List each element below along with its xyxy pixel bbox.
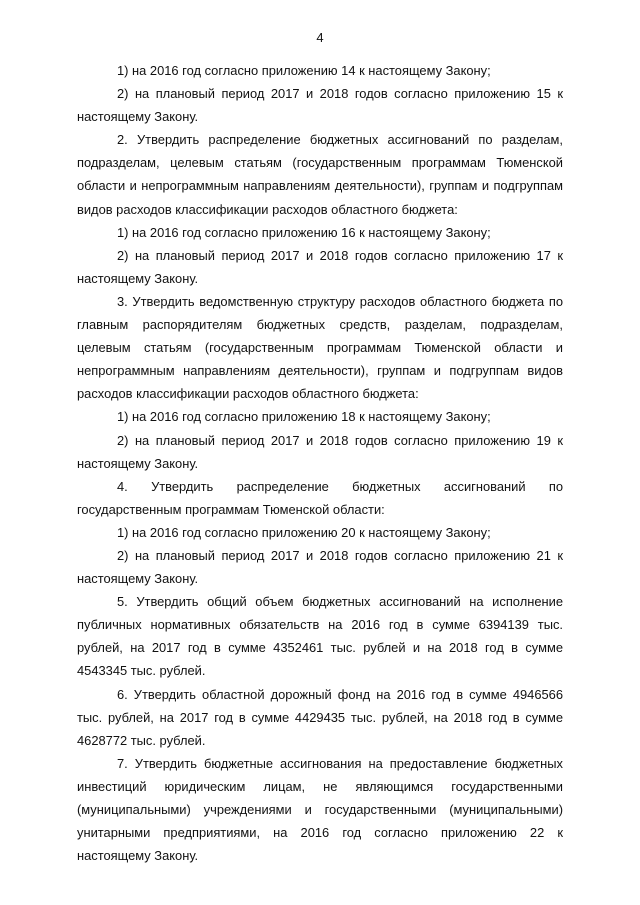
paragraph-5: 5. Утвердить общий объем бюджетных ассигнований на исполнение публичных нормативных обязательств на 2016 год в сумме 6394139 тыс. рублей, на 2017 год в сумме 4352461 тыс. рублей и на 2018 год в сумме 4543345 тыс. рублей. — [77, 594, 563, 679]
paragraph-4: 4. Утвердить распределение бюджетных ассигнований по государственным программам Тюменской области: — [77, 478, 563, 517]
page-number: 4 — [316, 30, 324, 45]
paragraph-2-1-2016: 1) на 2016 год согласно приложению 16 к настоящему Закону; — [117, 224, 491, 240]
paragraph-4-1-2016: 1) на 2016 год согласно приложению 20 к настоящему Закону; — [117, 524, 491, 540]
paragraph-3-2-plan: 2) на плановый период 2017 и 2018 годов согласно приложению 19 к настоящему Закону. — [77, 432, 563, 471]
paragraph-2-2-plan: 2) на плановый период 2017 и 2018 годов согласно приложению 17 к настоящему Закону. — [77, 247, 563, 286]
document-body — [77, 59, 563, 867]
paragraph-4-2-plan: 2) на плановый период 2017 и 2018 годов согласно приложению 21 к настоящему Закону. — [77, 547, 563, 587]
paragraph-3: 3. Утвердить ведомственную структуру расходов областного бюджета по главным распорядителям бюджетных средств, разделам, подразделам, целевым статьям (государственным программам Тюменской области и непрограммным направлениям деятельности), группам и подгруппам видов расходов классификации расходов областного бюджета: — [77, 293, 563, 402]
paragraph-1-1-2016: 1) на 2016 год согласно приложению 14 к настоящему Закону; — [117, 63, 491, 78]
paragraph-2: 2. Утвердить распределение бюджетных ассигнований по разделам, подразделам, целевым статьям (государственным программам Тюменской области и непрограммным направлениям деятельности), группам и подгруппам видов расходов классификации расходов областного бюджета: — [77, 132, 563, 217]
paragraph-1-2-plan: 2) на плановый период 2017 и 2018 годов согласно приложению 15 к настоящему Закону. — [77, 86, 563, 125]
paragraph-3-1-2016: 1) на 2016 год согласно приложению 18 к настоящему Закону; — [117, 409, 491, 425]
paragraph-6: 6. Утвердить областной дорожный фонд на 2016 год в сумме 4946566 тыс. рублей, на 2017 год в сумме 4429435 тыс. рублей, на 2018 год в сумме 4628772 тыс. рублей. — [77, 686, 563, 748]
paragraph-7: 7. Утвердить бюджетные ассигнования на предоставление бюджетных инвестиций юридическим лицам, не являющимся государственными (муниципальными) учреждениями и государственными (муниципальными) унитарными предприятиями, на 2016 год согласно приложению 22 к настоящему Закону. — [77, 755, 563, 864]
